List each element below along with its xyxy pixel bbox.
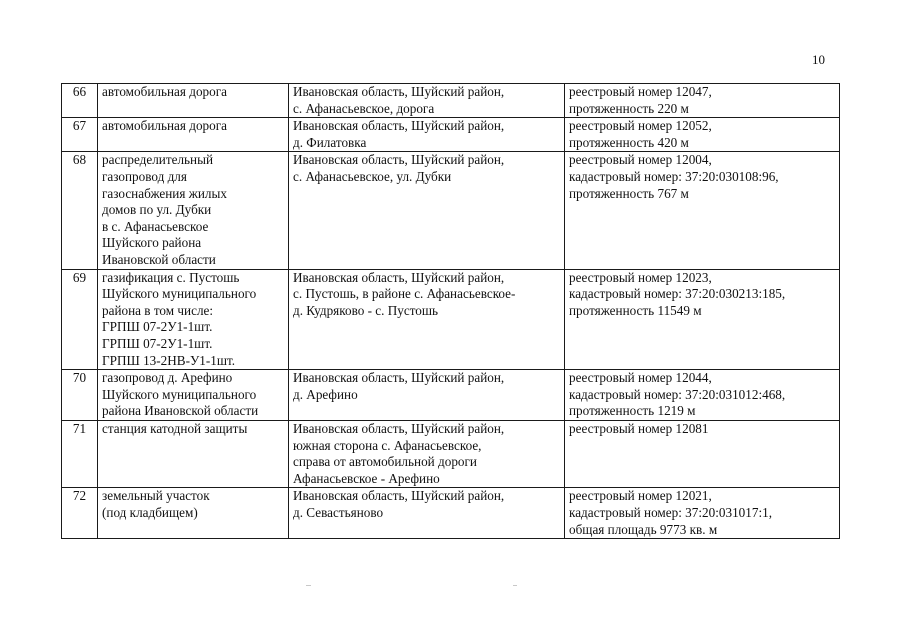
- row-number: 67: [62, 118, 98, 152]
- object-address: Ивановская область, Шуйский район, южная сторона с. Афанасьевское, справа от автомобильной дороги Афанасьевское - Арефино: [289, 421, 565, 488]
- object-name: автомобильная дорога: [98, 118, 289, 152]
- scan-mark: [513, 585, 517, 586]
- row-number: 68: [62, 152, 98, 269]
- page-number: 10: [812, 52, 825, 67]
- object-name: земельный участок (под кладбищем): [98, 488, 289, 539]
- object-name: автомобильная дорога: [98, 84, 289, 118]
- object-address: Ивановская область, Шуйский район, д. Филатовка: [289, 118, 565, 152]
- scan-mark: [306, 585, 311, 586]
- object-name: газификация с. Пустошь Шуйского муниципального района в том числе: ГРПШ 07-2У1-1шт. ГРПШ 07-2У1-1шт. ГРПШ 13-2НВ-У1-1шт.: [98, 269, 289, 370]
- object-name: распределительный газопровод для газоснабжения жилых домов по ул. Дубки в с. Афанасьевское Шуйского района Ивановской области: [98, 152, 289, 269]
- row-number: 72: [62, 488, 98, 539]
- object-address: Ивановская область, Шуйский район, с. Афанасьевское, ул. Дубки: [289, 152, 565, 269]
- table-row: [62, 370, 840, 421]
- table-row: [62, 152, 840, 269]
- object-address: Ивановская область, Шуйский район, с. Пустошь, в районе с. Афанасьевское- д. Кудряково - с. Пустошь: [289, 269, 565, 370]
- table-row: [62, 488, 840, 539]
- row-number: 66: [62, 84, 98, 118]
- object-name: газопровод д. Арефино Шуйского муниципального района Ивановской области: [98, 370, 289, 421]
- object-details: реестровый номер 12004, кадастровый номер: 37:20:030108:96, протяженность 767 м: [565, 152, 840, 269]
- row-number: 69: [62, 269, 98, 370]
- table-row: [62, 118, 840, 152]
- object-details: реестровый номер 12021, кадастровый номер: 37:20:031017:1, общая площадь 9773 кв. м: [565, 488, 840, 539]
- row-number: 70: [62, 370, 98, 421]
- property-registry-table: [61, 83, 840, 539]
- object-details: реестровый номер 12081: [565, 421, 840, 488]
- object-details: реестровый номер 12023, кадастровый номер: 37:20:030213:185, протяженность 11549 м: [565, 269, 840, 370]
- object-details: реестровый номер 12044, кадастровый номер: 37:20:031012:468, протяженность 1219 м: [565, 370, 840, 421]
- object-address: Ивановская область, Шуйский район, д. Арефино: [289, 370, 565, 421]
- table-row: [62, 421, 840, 488]
- table-row: [62, 269, 840, 370]
- row-number: 71: [62, 421, 98, 488]
- object-details: реестровый номер 12052, протяженность 420 м: [565, 118, 840, 152]
- object-name: станция катодной защиты: [98, 421, 289, 488]
- table-row: [62, 84, 840, 118]
- object-details: реестровый номер 12047, протяженность 220 м: [565, 84, 840, 118]
- object-address: Ивановская область, Шуйский район, с. Афанасьевское, дорога: [289, 84, 565, 118]
- object-address: Ивановская область, Шуйский район, д. Севастьяново: [289, 488, 565, 539]
